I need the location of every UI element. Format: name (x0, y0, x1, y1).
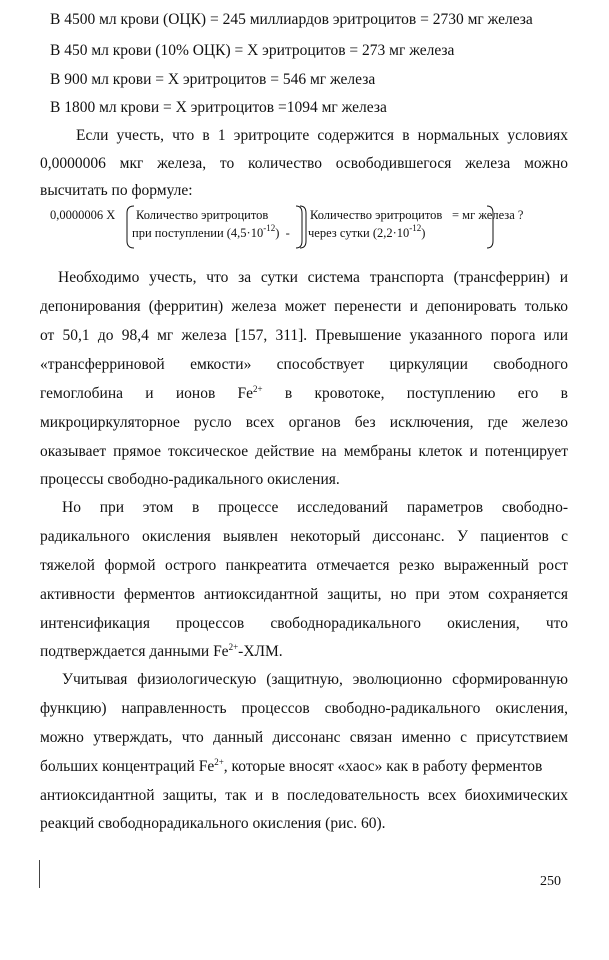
fe-superscript: 2+ (253, 384, 263, 394)
formula-prefix: 0,0000006 Х (50, 208, 116, 222)
para4-line-4-start: больших концентраций Fe (40, 758, 215, 775)
para3-line-4: активности ферментов антиоксидантной защиты, но при этом сохраняется (40, 586, 568, 603)
calc-line-3: В 900 мл крови = Х эритроцитов = 546 мг железа (50, 71, 376, 88)
formula-term1-bottom (132, 225, 290, 241)
para1-line-1: Если учесть, что в 1 эритроците содержится в нормальных условиях (76, 127, 568, 144)
calc-line-2: В 450 мл крови (10% ОЦК) = Х эритроцитов = 273 мг железа (50, 42, 455, 59)
para3-line-6 (40, 642, 568, 662)
calc-line-4: В 1800 мл крови = Х эритроцитов =1094 мг железа (50, 99, 387, 116)
para2-line-4: «трансферриновой емкости» способствует циркуляции свободного (40, 356, 568, 373)
para1-line-3: высчитать по формуле: (40, 182, 193, 199)
para1-line-2: 0,0000006 мкг железа, то количество освободившегося железа можно (40, 155, 568, 172)
para3-line-6-end: -ХЛМ. (238, 643, 283, 660)
fe-superscript: 2+ (228, 642, 239, 652)
para4-line-4-end: , которые вносят «хаос» как в работу ферментов (223, 758, 543, 775)
fe-superscript: 2+ (214, 757, 224, 767)
term1-exponent: -12 (263, 223, 276, 233)
para4-line-1: Учитывая физиологическую (защитную, эволюционно сформированную (62, 671, 568, 688)
para4-line-3: можно утверждать, что данный диссонанс связан именно с присутствием (40, 729, 568, 746)
term1-bottom-text: при поступлении (4,5·10 (132, 226, 264, 240)
para3-line-5: интенсификация процессов свободнорадикального окисления, что (40, 615, 568, 632)
para2-line-5-start: гемоглобина и ионов Fe (40, 385, 254, 402)
para2-line-6: микроциркуляторное русло всех органов без исключения, где железо (40, 414, 568, 431)
term1-close: ) (275, 226, 280, 240)
formula-term2-bottom (308, 225, 425, 241)
formula-term1-top: Количество эритроцитов (136, 208, 269, 222)
term2-exponent: -12 (409, 223, 422, 233)
para2-line-3: от 50,1 до 98,4 мг железа [157, 311]. Превышение указанного порога или (40, 327, 568, 344)
iron-formula (40, 205, 580, 251)
para3-line-3: тяжелой формой острого панкреатита отмечается резко выраженный рост (40, 557, 568, 574)
para4-line-4 (40, 757, 568, 777)
page-number: 250 (540, 874, 561, 889)
calc-line-1: В 4500 мл крови (ОЦК) = 245 миллиардов эритроцитов = 2730 мг железа (50, 11, 533, 28)
para4-line-6: реакций свободнорадикального окисления (рис. 60). (40, 815, 386, 832)
formula-term2-top: Количество эритроцитов (310, 208, 443, 222)
para4-line-2: функцию) направленность процессов свободно-радикального окисления, (40, 700, 568, 717)
margin-mark (39, 860, 40, 888)
formula-result: = мг железа ? (452, 208, 524, 222)
para2-line-1: Необходимо учесть, что за сутки система транспорта (трансферрин) и (58, 269, 568, 286)
para2-line-8: процессы свободно-радикального окисления. (40, 471, 340, 488)
para3-line-6-start: подтверждается данными Fe (40, 643, 229, 660)
term2-close: ) (421, 226, 426, 240)
para4-line-5: антиоксидантной защиты, так и в последовательность всех биохимических (40, 787, 568, 804)
para3-line-1: Но при этом в процессе исследований параметров свободно- (62, 499, 568, 516)
formula-minus: - (285, 226, 290, 240)
para2-line-5 (40, 384, 568, 404)
para2-line-7: оказывает прямое токсическое действие на мембраны клеток и потенцирует (40, 443, 568, 460)
para3-line-2: радикального окисления выявлен некоторый диссонанс. У пациентов с (40, 528, 568, 545)
para2-line-5-end: в кровотоке, поступлению его в (284, 385, 568, 402)
term2-bottom-text: через сутки (2,2·10 (308, 226, 410, 240)
para2-line-2: депонирования (ферритин) железа может перенести и депонировать только (40, 298, 568, 315)
